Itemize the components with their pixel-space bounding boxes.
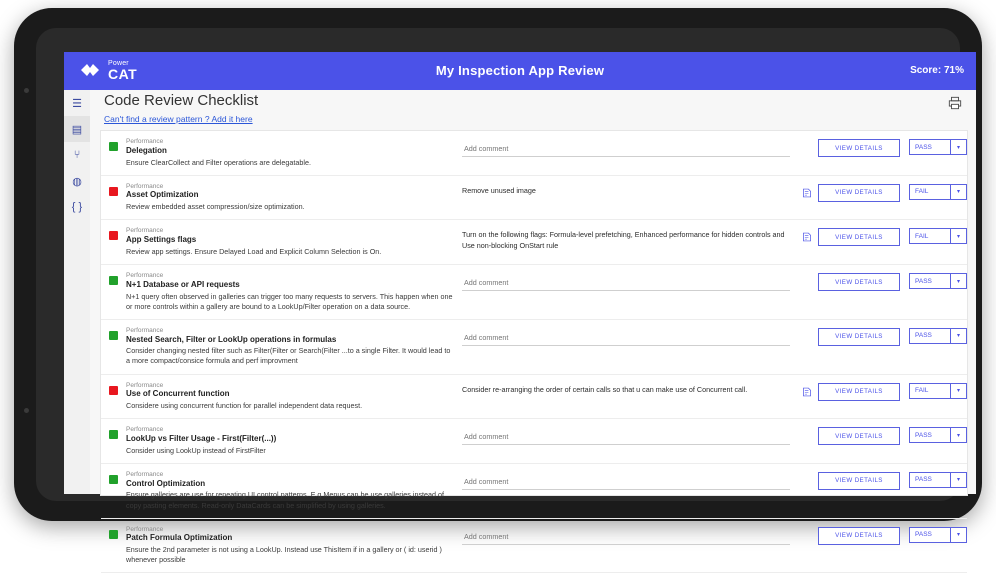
row-category: Performance	[126, 182, 164, 190]
bezel-screw	[24, 88, 29, 93]
row-text-block	[126, 272, 456, 312]
row-actions	[818, 227, 967, 246]
table-row	[101, 464, 967, 519]
comment-text[interactable]: Remove unused image	[462, 185, 536, 195]
result-dropdown[interactable]	[909, 427, 967, 443]
note-cell	[796, 471, 818, 473]
status-badge	[109, 331, 118, 340]
note-icon[interactable]	[802, 185, 812, 203]
row-category: Performance	[126, 326, 164, 334]
row-text-block	[126, 138, 456, 168]
row-title: N+1 Database or API requests	[126, 279, 240, 289]
result-dropdown-value: PASS	[915, 143, 932, 151]
table-row	[101, 375, 967, 420]
status-badge	[109, 475, 118, 484]
row-actions	[818, 526, 967, 545]
chevron-down-icon[interactable]: ▾	[950, 185, 966, 199]
page-header	[90, 90, 976, 130]
result-dropdown-value: PASS	[915, 476, 932, 484]
app-header	[64, 52, 976, 90]
row-text-block	[126, 327, 456, 367]
note-cell	[796, 327, 818, 329]
result-dropdown-value: FAIL	[915, 188, 929, 196]
result-dropdown-value: PASS	[915, 332, 932, 340]
tablet-bezel	[36, 28, 964, 565]
tablet-device-frame	[14, 8, 982, 565]
status-badge	[109, 142, 118, 151]
table-row	[101, 176, 967, 221]
row-actions	[818, 471, 967, 490]
table-row	[101, 265, 967, 320]
result-dropdown-value: PASS	[915, 431, 932, 439]
view-details-button[interactable]: VIEW DETAILS	[818, 328, 900, 346]
row-text-block	[126, 227, 456, 257]
note-cell	[796, 526, 818, 528]
row-text-block	[126, 426, 456, 456]
row-description: Considere using concurrent function for parallel independent data request.	[126, 401, 363, 411]
comment-input[interactable]	[462, 429, 790, 445]
data-icon[interactable]: ⑂	[73, 149, 81, 161]
table-row	[101, 320, 967, 375]
row-text-block	[126, 471, 456, 511]
chevron-down-icon[interactable]: ▾	[950, 329, 966, 343]
row-title: Use of Concurrent function	[126, 389, 230, 399]
comment-cell	[456, 272, 796, 291]
app-title: My Inspection App Review	[435, 63, 605, 78]
comment-text[interactable]: Turn on the following flags: Formula-level prefetching, Enhanced performance for hidden controls and Use non-blocking OnStart rule	[462, 230, 785, 250]
result-dropdown[interactable]	[909, 273, 967, 289]
bezel-screw	[24, 408, 29, 413]
row-category: Performance	[126, 470, 164, 478]
comment-input[interactable]	[462, 474, 790, 490]
result-dropdown-value: PASS	[915, 531, 932, 539]
note-cell	[796, 272, 818, 274]
comment-cell	[456, 138, 796, 157]
row-title: Nested Search, Filter or LookUp operations in formulas	[126, 334, 337, 344]
comment-cell	[456, 183, 796, 196]
result-dropdown[interactable]	[909, 383, 967, 399]
table-row	[101, 220, 967, 265]
chevron-down-icon[interactable]: ▾	[950, 274, 966, 288]
row-actions	[818, 272, 967, 291]
chevron-down-icon[interactable]: ▾	[950, 528, 966, 542]
comment-input[interactable]	[462, 275, 790, 291]
row-description: Ensure the 2nd parameter is not using a LookUp. Instead use ThisItem if in a gallery or ( id: userid ) whenever possible	[126, 545, 442, 565]
code-icon[interactable]: { }	[71, 201, 83, 213]
note-icon[interactable]	[802, 229, 812, 247]
checklist-icon[interactable]: ▤	[64, 116, 90, 142]
row-description: N+1 query often observed in galleries can trigger too many requests to servers. This happen when one or more controls within a gallery are bound to a LookUp/Filter operation on a data source.	[126, 291, 453, 311]
page-content	[90, 90, 976, 565]
row-category: Performance	[126, 138, 164, 145]
status-badge	[109, 231, 118, 240]
logo-top-text: Power	[108, 59, 129, 67]
view-details-button[interactable]: VIEW DETAILS	[818, 228, 900, 246]
note-icon[interactable]	[802, 384, 812, 402]
comment-cell	[456, 327, 796, 346]
comment-cell	[456, 526, 796, 545]
view-details-button[interactable]: VIEW DETAILS	[818, 527, 900, 545]
result-dropdown[interactable]	[909, 328, 967, 344]
result-dropdown[interactable]	[909, 228, 967, 244]
row-title: LookUp vs Filter Usage - First(Filter(...))	[126, 433, 277, 443]
comment-cell	[456, 471, 796, 490]
row-category: Performance	[126, 381, 164, 389]
row-actions	[818, 138, 967, 157]
comment-cell	[456, 227, 796, 251]
row-description: Review app settings. Ensure Delayed Load and Explicit Column Selection is On.	[126, 246, 382, 256]
row-text-block	[126, 382, 456, 412]
note-cell	[796, 227, 818, 247]
table-row	[101, 131, 967, 176]
chevron-down-icon[interactable]: ▾	[950, 384, 966, 398]
result-dropdown[interactable]	[909, 184, 967, 200]
row-actions	[818, 183, 967, 202]
chevron-down-icon[interactable]: ▾	[950, 428, 966, 442]
row-text-block	[126, 526, 456, 566]
note-cell	[796, 183, 818, 203]
row-category: Performance	[126, 426, 164, 434]
status-badge	[109, 530, 118, 539]
row-description: Consider using LookUp instead of FirstFilter	[126, 445, 266, 455]
result-dropdown-value: FAIL	[915, 387, 929, 395]
row-description: Ensure ClearCollect and Filter operations are delegatable.	[126, 157, 311, 167]
comment-input[interactable]	[462, 141, 790, 157]
note-cell	[796, 426, 818, 428]
result-dropdown[interactable]	[909, 527, 967, 543]
row-description: Review embedded asset compression/size optimization.	[126, 202, 305, 212]
result-dropdown[interactable]	[909, 139, 967, 155]
comment-cell	[456, 382, 796, 395]
chevron-down-icon[interactable]: ▾	[950, 473, 966, 487]
row-title: Delegation	[126, 145, 167, 155]
view-details-button[interactable]: VIEW DETAILS	[818, 139, 900, 157]
view-details-button[interactable]: VIEW DETAILS	[818, 383, 900, 401]
table-row	[101, 419, 967, 464]
status-badge	[109, 187, 118, 196]
result-dropdown-value: FAIL	[915, 232, 929, 240]
status-badge	[109, 430, 118, 439]
checklist-table[interactable]	[100, 130, 968, 565]
globe-icon[interactable]: ◍	[72, 175, 82, 188]
status-badge	[109, 386, 118, 395]
row-description: Ensure galleries are use for repeating UI control patterns. E.g Menus can be use galleries instead of copy pasting elements. Read-only DataCards can be simplified by using galleries.	[126, 490, 445, 510]
row-actions	[818, 327, 967, 346]
comment-input[interactable]	[462, 330, 790, 346]
status-badge	[109, 276, 118, 285]
logo-bottom-text: CAT	[108, 65, 138, 82]
result-dropdown-value: PASS	[915, 277, 932, 285]
row-actions	[818, 426, 967, 445]
menu-icon[interactable]: ☰	[72, 97, 82, 110]
add-review-pattern-link[interactable]: Can't find a review pattern ? Add it here	[104, 114, 253, 124]
row-category: Performance	[126, 525, 164, 533]
app-screen	[64, 52, 976, 565]
comment-cell	[456, 426, 796, 445]
note-cell	[796, 382, 818, 402]
row-text-block	[126, 183, 456, 213]
row-category: Performance	[126, 227, 164, 235]
view-details-button[interactable]: VIEW DETAILS	[818, 472, 900, 490]
left-rail	[64, 90, 91, 494]
comment-text[interactable]: Consider re-arranging the order of certain calls so that u can make use of Concurrent call.	[462, 384, 748, 394]
row-description: Consider changing nested filter such as Filter(Filter or Search(Filter ...to a single Filter. It would lead to a more compact/consice formula and perf improvment	[126, 346, 451, 366]
row-category: Performance	[126, 272, 164, 280]
chevron-down-icon[interactable]: ▾	[950, 140, 966, 154]
note-cell	[796, 138, 818, 140]
result-dropdown[interactable]	[909, 472, 967, 488]
row-actions	[818, 382, 967, 401]
comment-input[interactable]	[462, 529, 790, 545]
view-details-button[interactable]: VIEW DETAILS	[818, 427, 900, 445]
row-title: App Settings flags	[126, 235, 197, 245]
row-title: Control Optimization	[126, 478, 206, 488]
row-title: Patch Formula Optimization	[126, 533, 233, 543]
chevron-down-icon[interactable]: ▾	[950, 229, 966, 243]
score-badge: Score: 71%	[910, 65, 964, 76]
view-details-button[interactable]: VIEW DETAILS	[818, 273, 900, 291]
print-icon[interactable]	[948, 96, 962, 110]
table-row	[101, 519, 967, 573]
view-details-button[interactable]: VIEW DETAILS	[818, 184, 900, 202]
page-title: Code Review Checklist	[104, 92, 259, 109]
row-title: Asset Optimization	[126, 190, 199, 200]
